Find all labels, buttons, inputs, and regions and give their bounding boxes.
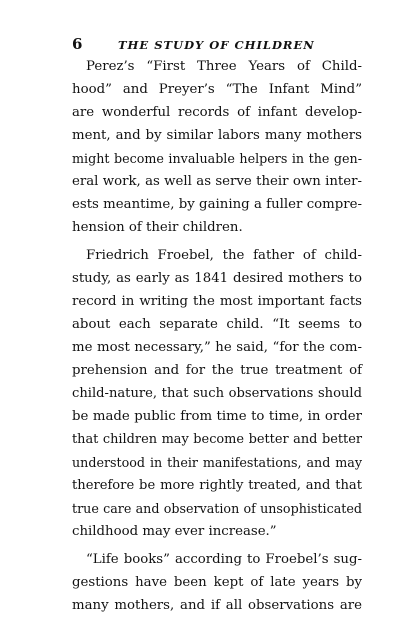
text-line: hood” and Preyer’s “The Infant Mind” bbox=[72, 82, 362, 97]
text-line: understood in their manifestations, and may bbox=[72, 455, 362, 470]
text-line: childhood may ever increase.” bbox=[72, 524, 277, 539]
text-line: many mothers, and if all observations are bbox=[72, 598, 362, 613]
running-head: THE STUDY OF CHILDREN bbox=[118, 38, 315, 52]
text-line: eral work, as well as serve their own inter- bbox=[72, 174, 362, 189]
text-line: true care and observation of unsophisticated bbox=[72, 501, 362, 516]
text-line: ment, and by similar labors many mothers bbox=[72, 128, 362, 143]
text-line: might become invaluable helpers in the gen- bbox=[72, 151, 362, 166]
text-line: Perez’s “First Three Years of Child- bbox=[86, 59, 362, 74]
text-line: “Life books” according to Froebel’s sug- bbox=[86, 552, 362, 567]
text-line: record in writing the most important facts bbox=[72, 294, 362, 309]
body-text bbox=[72, 55, 362, 617]
page-header bbox=[72, 34, 362, 54]
text-line: are wonderful records of infant develop- bbox=[72, 105, 362, 120]
paragraph-3 bbox=[72, 548, 362, 617]
text-line: gestions have been kept of late years by bbox=[72, 575, 362, 590]
text-line: therefore be more rightly treated, and that bbox=[72, 478, 362, 493]
page-number: 6 bbox=[72, 35, 83, 53]
text-line: be made public from time to time, in order bbox=[72, 409, 362, 424]
paragraph-1 bbox=[72, 55, 362, 239]
text-line: study, as early as 1841 desired mothers to bbox=[72, 271, 362, 286]
text-line: hension of their children. bbox=[72, 220, 243, 235]
text-line: ests meantime, by gaining a fuller compre- bbox=[72, 197, 362, 212]
text-line: me most necessary,” he said, “for the com- bbox=[72, 340, 362, 355]
text-line: child-nature, that such observations should bbox=[72, 386, 362, 401]
text-line: Friedrich Froebel, the father of child- bbox=[86, 248, 362, 263]
text-line: about each separate child. “It seems to bbox=[72, 317, 362, 332]
paragraph-2 bbox=[72, 244, 362, 543]
text-line: that children may become better and better bbox=[72, 432, 362, 447]
text-line: prehension and for the true treatment of bbox=[72, 363, 362, 378]
